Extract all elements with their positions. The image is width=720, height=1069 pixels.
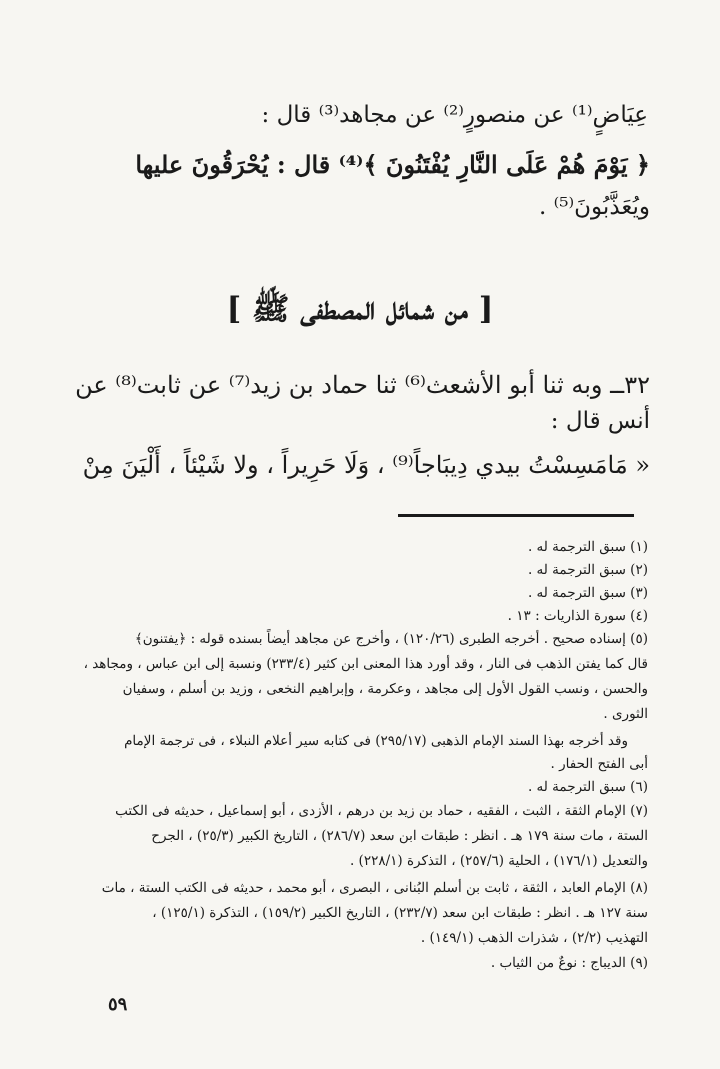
footnote-2: (٢) سبق الترجمة له . bbox=[527, 562, 648, 578]
footnote-1: (١) سبق الترجمة له . bbox=[527, 539, 648, 555]
footnote-5-cont: قال كما يفتن الذهب فى النار ، وقد أورد هذا المعنى ابن كثير (٢٣٣/٤) ونسبة إلى ابن عباس ، ومجاهد ، bbox=[83, 656, 648, 672]
footnote-5-cont: أبى الفتح الحفار . bbox=[550, 756, 648, 772]
hadith-32-line-3: « مَامَسِسْتُ بيدي دِيبَاجاً⁽⁹⁾ ، وَلَا حَرِيراً ، ولا شَيْئاً ، أَلْيَنَ مِنْ bbox=[82, 451, 650, 479]
footnote-7: (٧) الإمام الثقة ، الثبت ، الفقيه ، حماد بن زيد بن درهم ، الأزدى ، أبو إسماعيل ، حديثه فى الكتب bbox=[115, 803, 648, 819]
body-line-2-quran-verse: ﴿ يَوْمَ هُمْ عَلَى النَّارِ يُفْتَنُونَ ﴾⁽⁴⁾ قال : يُحْرَقُونَ عليها bbox=[135, 150, 650, 179]
footnote-8: (٨) الإمام العابد ، الثقة ، ثابت بن أسلم البُنانى ، البصرى ، أبو محمد ، حديثه فى الكتب الستة ، مات bbox=[101, 880, 648, 896]
footnote-8-cont: التهذيب (٢/٢) ، شذرات الذهب (١٤٩/١) . bbox=[420, 930, 648, 946]
footnote-5-cont: الثورى . bbox=[603, 706, 648, 722]
body-line-3: ويُعَذَّبُونَ⁽⁵⁾ . bbox=[538, 194, 650, 220]
hadith-32-line-2: أنس قال : bbox=[550, 408, 650, 434]
footnote-5-cont: والحسن ، ونسب القول الأول إلى مجاهد ، وعكرمة ، وإبراهيم النخعى ، وزيد بن أسلم ، وسفيان bbox=[122, 681, 648, 697]
footnote-4: (٤) سورة الذاريات : ١٣ . bbox=[507, 608, 648, 624]
footnote-7-cont: الستة ، مات سنة ١٧٩ هـ . انظر : طبقات ابن سعد (٢٨٦/٧) ، التاريخ الكبير (٢٥/٣) ، الجرح bbox=[151, 828, 648, 844]
footnote-5-cont: وقد أخرجه بهذا السند الإمام الذهبى (٢٩٥/١٧) فى كتابه سير أعلام النبلاء ، فى ترجمة الإمام bbox=[124, 733, 628, 749]
footnote-5: (٥) إسناده صحيح . أخرجه الطبرى (١٢٠/٢٦) ، وأخرج عن مجاهد أيضاً بسنده قوله : ﴿يفتنون﴾ bbox=[134, 631, 648, 647]
footnote-9: (٩) الديباج : نوعٌ من الثياب . bbox=[490, 955, 648, 971]
footnote-8-cont: سنة ١٢٧ هـ . انظر : طبقات ابن سعد (٢٣٢/٧) ، التاريخ الكبير (١٥٩/٢) ، التذكرة (١٢٥/١) ، bbox=[152, 905, 648, 921]
footnote-separator bbox=[398, 514, 634, 517]
section-title: [ من شمائل المصطفى ﷺ ] bbox=[226, 291, 494, 327]
hadith-32-line-1: ٣٢ــ وبه ثنا أبو الأشعث⁽⁶⁾ ثنا حماد بن زيد⁽⁷⁾ عن ثابت⁽⁸⁾ عن bbox=[75, 371, 650, 399]
footnote-7-cont: والتعديل (١٧٦/١) ، الحلية (٢٥٧/٦) ، التذكرة (٢٢٨/١) . bbox=[349, 853, 648, 869]
footnote-6: (٦) سبق الترجمة له . bbox=[527, 779, 648, 795]
body-line-1: عِيَاضٍ⁽¹⁾ عن منصورٍ⁽²⁾ عن مجاهد⁽³⁾ قال : bbox=[261, 102, 648, 128]
page-number: ٥٩ bbox=[108, 994, 128, 1015]
footnote-3: (٣) سبق الترجمة له . bbox=[527, 585, 648, 601]
